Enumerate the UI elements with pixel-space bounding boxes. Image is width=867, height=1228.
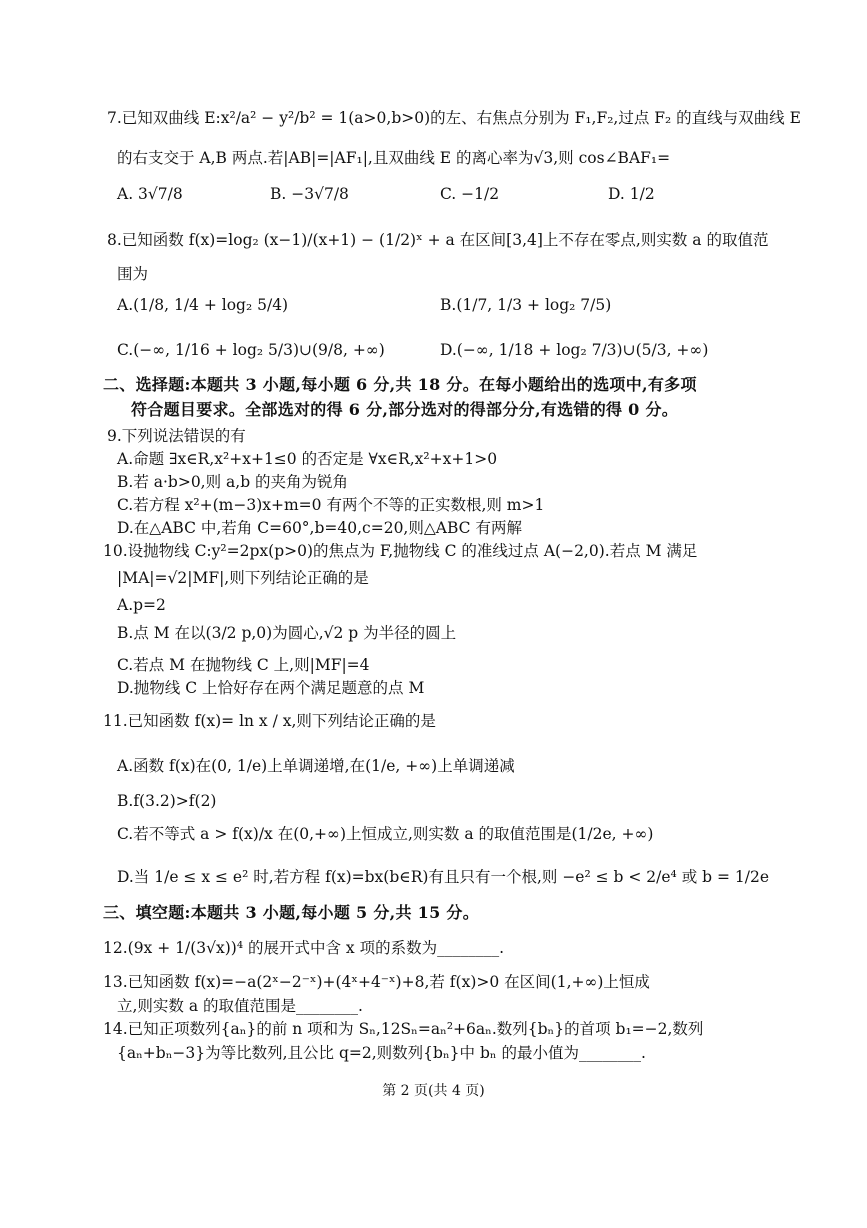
q10-line1: 10.设抛物线 C:y²=2px(p>0)的焦点为 F,抛物线 C 的准线过点 A(−2,0).若点 M 满足 bbox=[103, 542, 698, 560]
q9-option-a: A.命题 ∃x∈R,x²+x+1≤0 的否定是 ∀x∈R,x²+x+1>0 bbox=[117, 450, 498, 468]
page-footer: 第 2 页(共 4 页) bbox=[382, 1083, 485, 1099]
q8-line1: 8.已知函数 f(x)=log₂ (x−1)/(x+1) − (1/2)ˣ + a 在区间[3,4]上不存在零点,则实数 a 的取值范 bbox=[107, 231, 769, 249]
q13-line1: 13.已知函数 f(x)=−a(2ˣ−2⁻ˣ)+(4ˣ+4⁻ˣ)+8,若 f(x)>0 在区间(1,+∞)上恒成 bbox=[103, 973, 650, 991]
q7-option-d: D. 1/2 bbox=[608, 185, 655, 203]
q8-option-a: A.(1/8, 1/4 + log₂ 5/4) bbox=[117, 296, 289, 314]
q10-line2: |MA|=√2|MF|,则下列结论正确的是 bbox=[117, 569, 369, 587]
q11-option-c: C.若不等式 a > f(x)/x 在(0,+∞)上恒成立,则实数 a 的取值范围是(1/2e, +∞) bbox=[117, 825, 654, 843]
q7-option-c: C. −1/2 bbox=[440, 185, 500, 203]
q8-option-c: C.(−∞, 1/16 + log₂ 5/3)∪(9/8, +∞) bbox=[117, 341, 385, 359]
section3-heading: 三、填空题:本题共 3 小题,每小题 5 分,共 15 分。 bbox=[103, 903, 480, 922]
q8-line2: 围为 bbox=[117, 265, 149, 283]
q8-option-d: D.(−∞, 1/18 + log₂ 7/3)∪(5/3, +∞) bbox=[440, 341, 709, 359]
q9-option-d: D.在△ABC 中,若角 C=60°,b=40,c=20,则△ABC 有两解 bbox=[117, 519, 522, 537]
q14-line2: {aₙ+bₙ−3}为等比数列,且公比 q=2,则数列{bₙ}中 bₙ 的最小值为________. bbox=[117, 1044, 646, 1062]
q11-option-b: B.f(3.2)>f(2) bbox=[117, 792, 217, 810]
q7-option-b: B. −3√7/8 bbox=[270, 185, 349, 203]
section2-heading-cont: 符合题目要求。全部选对的得 6 分,部分选对的得部分分,有选错的得 0 分。 bbox=[131, 400, 679, 419]
q7-option-a: A. 3√7/8 bbox=[117, 185, 183, 203]
q10-option-a: A.p=2 bbox=[117, 596, 166, 614]
q14-line1: 14.已知正项数列{aₙ}的前 n 项和为 Sₙ,12Sₙ=aₙ²+6aₙ.数列{bₙ}的首项 b₁=−2,数列 bbox=[103, 1020, 704, 1038]
q10-option-c: C.若点 M 在抛物线 C 上,则|MF|=4 bbox=[117, 656, 370, 674]
q11-option-a: A.函数 f(x)在(0, 1/e)上单调递增,在(1/e, +∞)上单调递减 bbox=[117, 757, 515, 775]
q12: 12.(9x + 1/(3√x))⁴ 的展开式中含 x 项的系数为________. bbox=[103, 939, 505, 957]
q8-option-b: B.(1/7, 1/3 + log₂ 7/5) bbox=[440, 296, 612, 314]
q9-stem: 9.下列说法错误的有 bbox=[107, 427, 246, 445]
q10-option-d: D.抛物线 C 上恰好存在两个满足题意的点 M bbox=[117, 679, 425, 697]
q10-option-b: B.点 M 在以(3/2 p,0)为圆心,√2 p 为半径的圆上 bbox=[117, 624, 457, 642]
q11-option-d: D.当 1/e ≤ x ≤ e² 时,若方程 f(x)=bx(b∈R)有且只有一个根,则 −e² ≤ b < 2/e⁴ 或 b = 1/2e bbox=[117, 868, 770, 886]
q9-option-b: B.若 a·b>0,则 a,b 的夹角为锐角 bbox=[117, 473, 349, 491]
q13-line2: 立,则实数 a 的取值范围是________. bbox=[117, 997, 363, 1015]
section2-heading: 二、选择题:本题共 3 小题,每小题 6 分,共 18 分。在每小题给出的选项中,有多项 bbox=[103, 375, 697, 394]
q7-line2: 的右支交于 A,B 两点.若|AB|=|AF₁|,且双曲线 E 的离心率为√3,则 cos∠BAF₁= bbox=[117, 149, 671, 167]
q11-stem: 11.已知函数 f(x)= ln x / x,则下列结论正确的是 bbox=[103, 712, 436, 730]
q7-line1: 7.已知双曲线 E:x²/a² − y²/b² = 1(a>0,b>0)的左、右焦点分别为 F₁,F₂,过点 F₂ 的直线与双曲线 E bbox=[107, 109, 801, 127]
q9-option-c: C.若方程 x²+(m−3)x+m=0 有两个不等的正实数根,则 m>1 bbox=[117, 496, 545, 514]
